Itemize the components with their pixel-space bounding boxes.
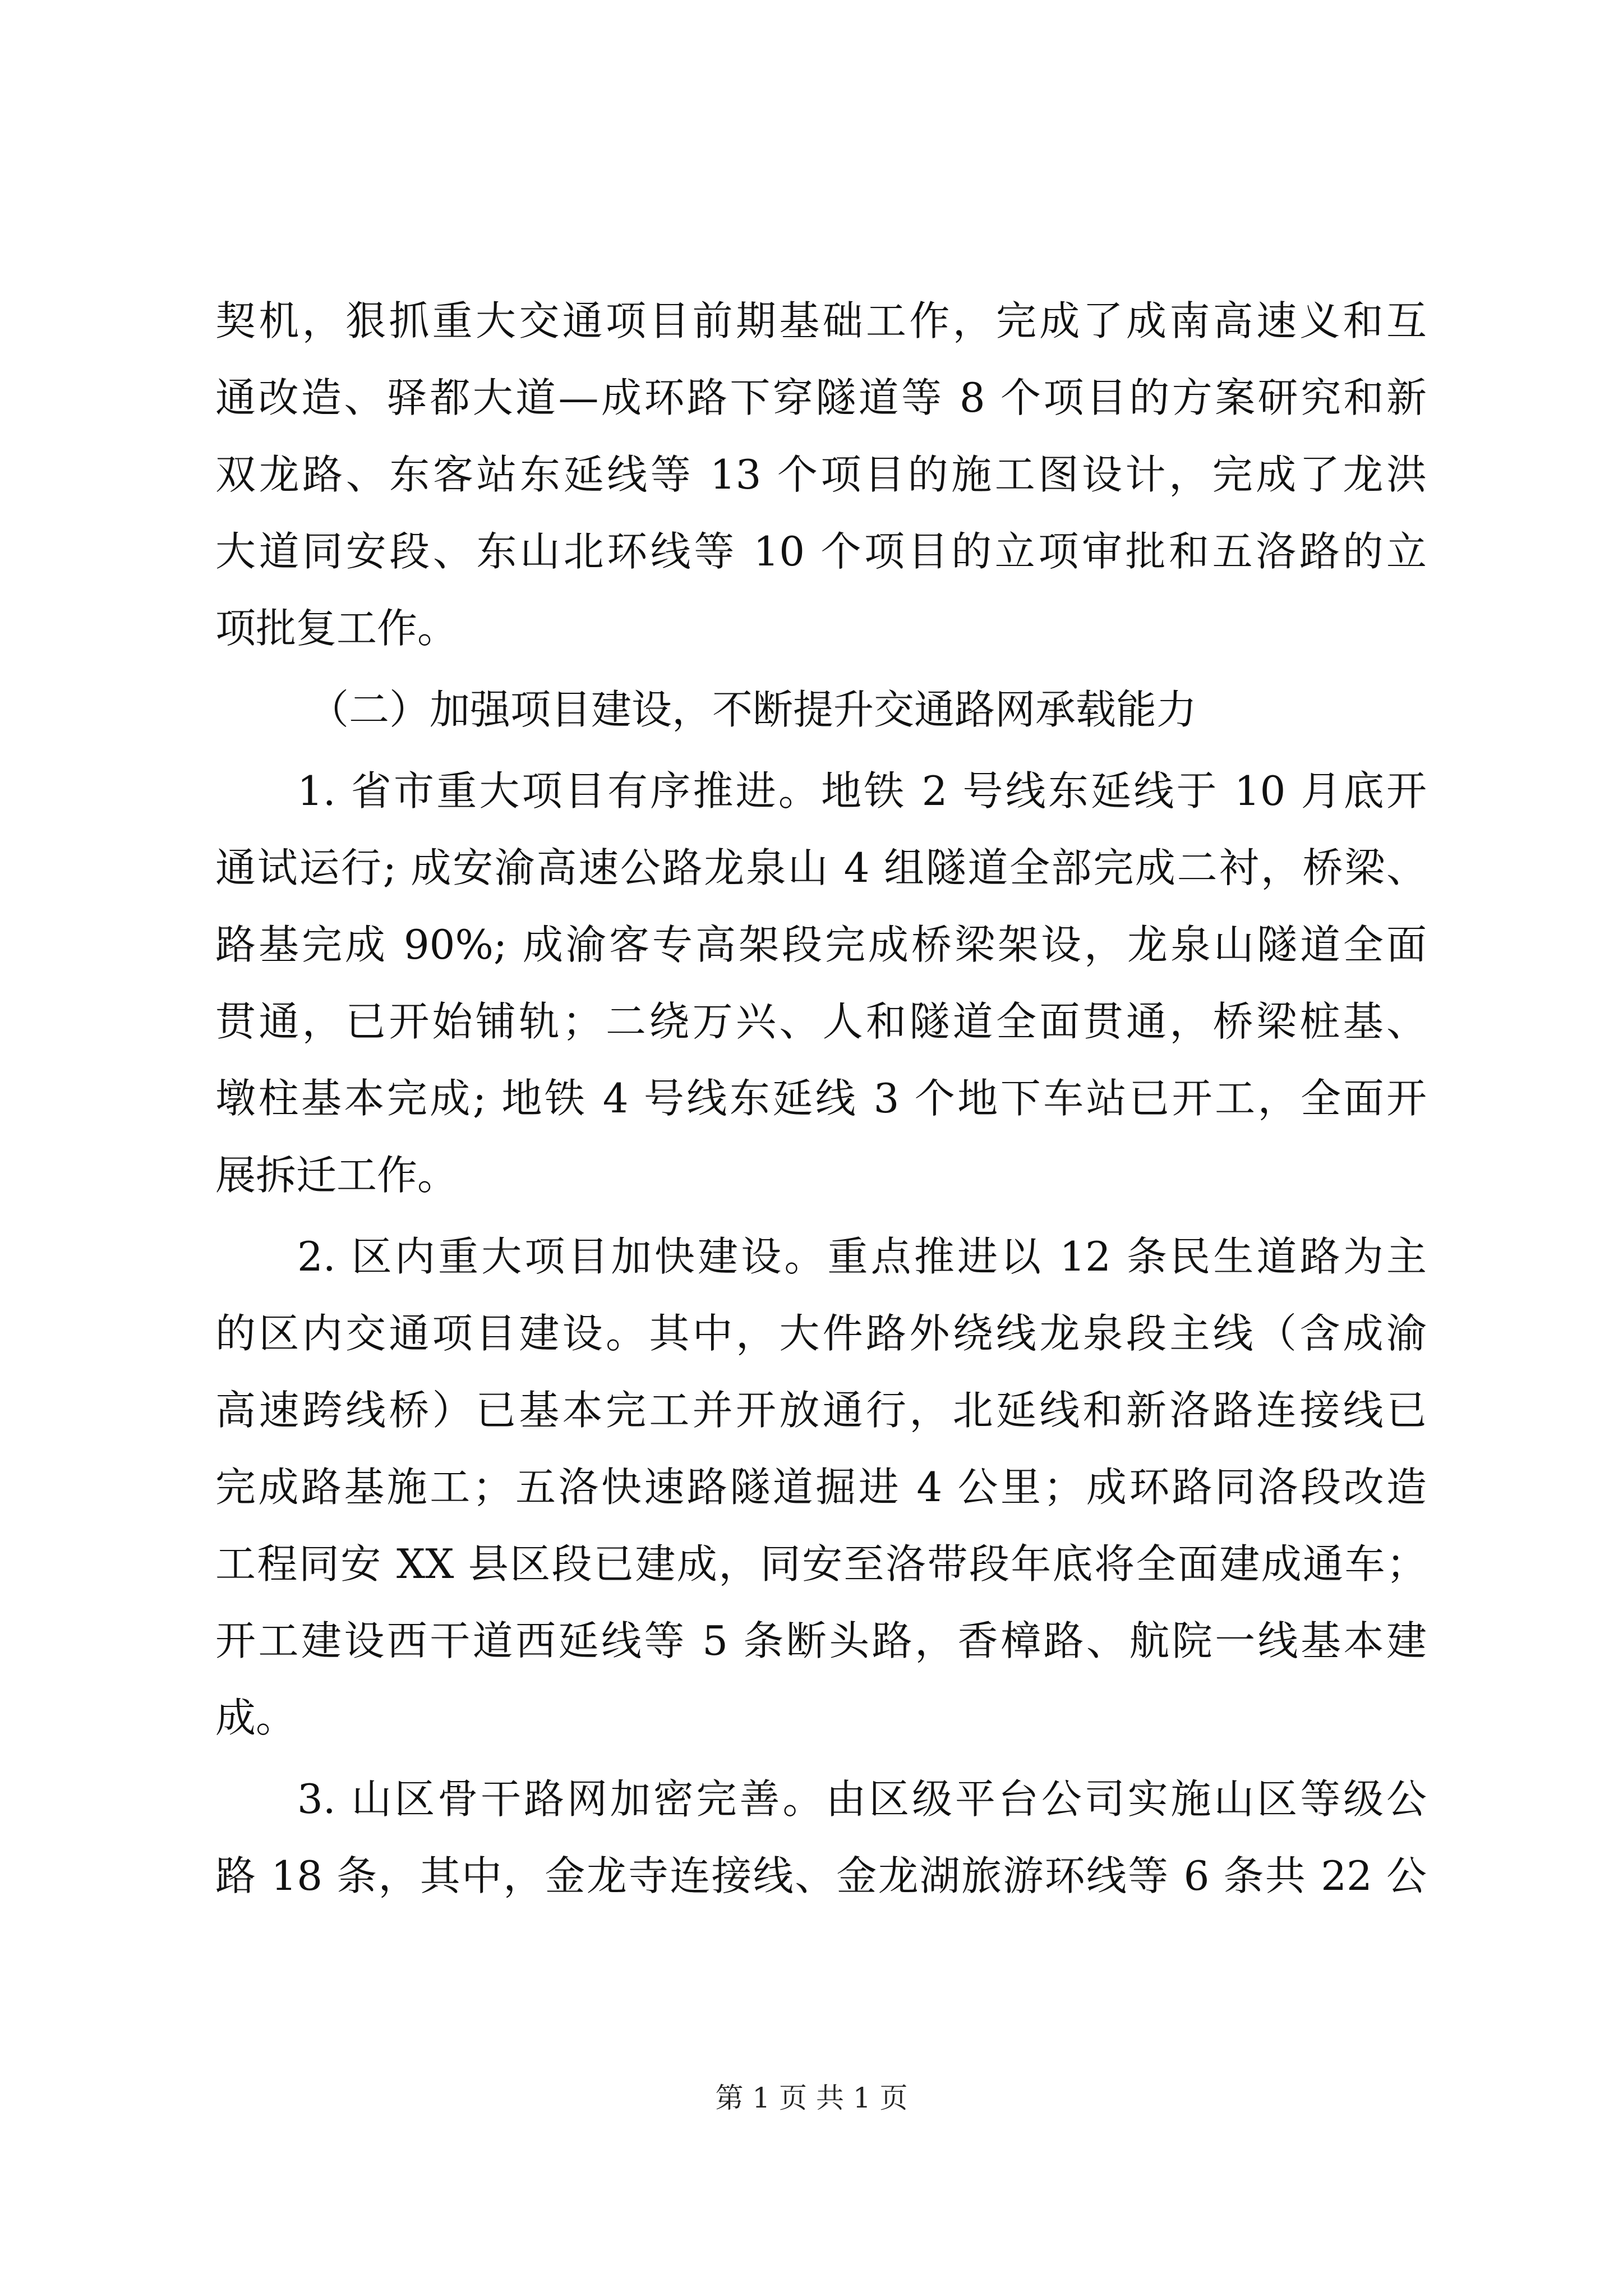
text-line-1: 契机，狠抓重大交通项目前期基础工作，完成了成南高速义和互 <box>215 297 1427 344</box>
text-line-13: 2. 区内重大项目加快建设。重点推进以 12 条民生道路为主 <box>297 1233 1427 1280</box>
text-line-4: 大道同安段、东山北环线等 10 个项目的立项审批和五洛路的立 <box>215 528 1427 575</box>
text-line-19: 成。 <box>215 1694 297 1741</box>
text-line-20: 3. 山区骨干路网加密完善。由区级平台公司实施山区等级公 <box>297 1775 1427 1823</box>
text-line-21: 路 18 条，其中，金龙寺连接线、金龙湖旅游环线等 6 条共 22 公 <box>215 1852 1427 1899</box>
text-line-8: 通试运行; 成安渝高速公路龙泉山 4 组隧道全部完成二衬，桥梁、 <box>215 844 1427 891</box>
text-line-16: 完成路基施工；五洛快速路隧道掘进 4 公里；成环路同洛段改造 <box>215 1464 1427 1511</box>
text-line-10: 贯通，已开始铺轨；二绕万兴、人和隧道全面贯通，桥梁桩基、 <box>215 998 1427 1045</box>
text-line-12: 展拆迁工作。 <box>215 1152 458 1199</box>
text-line-11: 墩柱基本完成; 地铁 4 号线东延线 3 个地下车站已开工，全面开 <box>215 1075 1427 1122</box>
text-line-2: 通改造、驿都大道—成环路下穿隧道等 8 个项目的方案研究和新 <box>215 374 1427 421</box>
page-footer: 第 1 页 共 1 页 <box>715 2082 908 2114</box>
text-line-15: 高速跨线桥）已基本完工并开放通行，北延线和新洛路连接线已 <box>215 1387 1427 1434</box>
text-line-9: 路基完成 90%; 成渝客专高架段完成桥梁架设，龙泉山隧道全面 <box>215 921 1427 968</box>
text-line-5: 项批复工作。 <box>215 605 458 652</box>
text-line-3: 双龙路、东客站东延线等 13 个项目的施工图设计，完成了龙洪 <box>215 451 1427 498</box>
section-heading: （二）加强项目建设，不断提升交通路网承载能力 <box>308 686 1197 733</box>
text-line-14: 的区内交通项目建设。其中，大件路外绕线龙泉段主线（含成渝 <box>215 1310 1427 1357</box>
text-line-17: 工程同安 XX 县区段已建成，同安至洛带段年底将全面建成通车； <box>215 1540 1427 1588</box>
text-line-18: 开工建设西干道西延线等 5 条断头路，香樟路、航院一线基本建 <box>215 1617 1427 1664</box>
text-line-7: 1. 省市重大项目有序推进。地铁 2 号线东延线于 10 月底开 <box>297 767 1427 815</box>
